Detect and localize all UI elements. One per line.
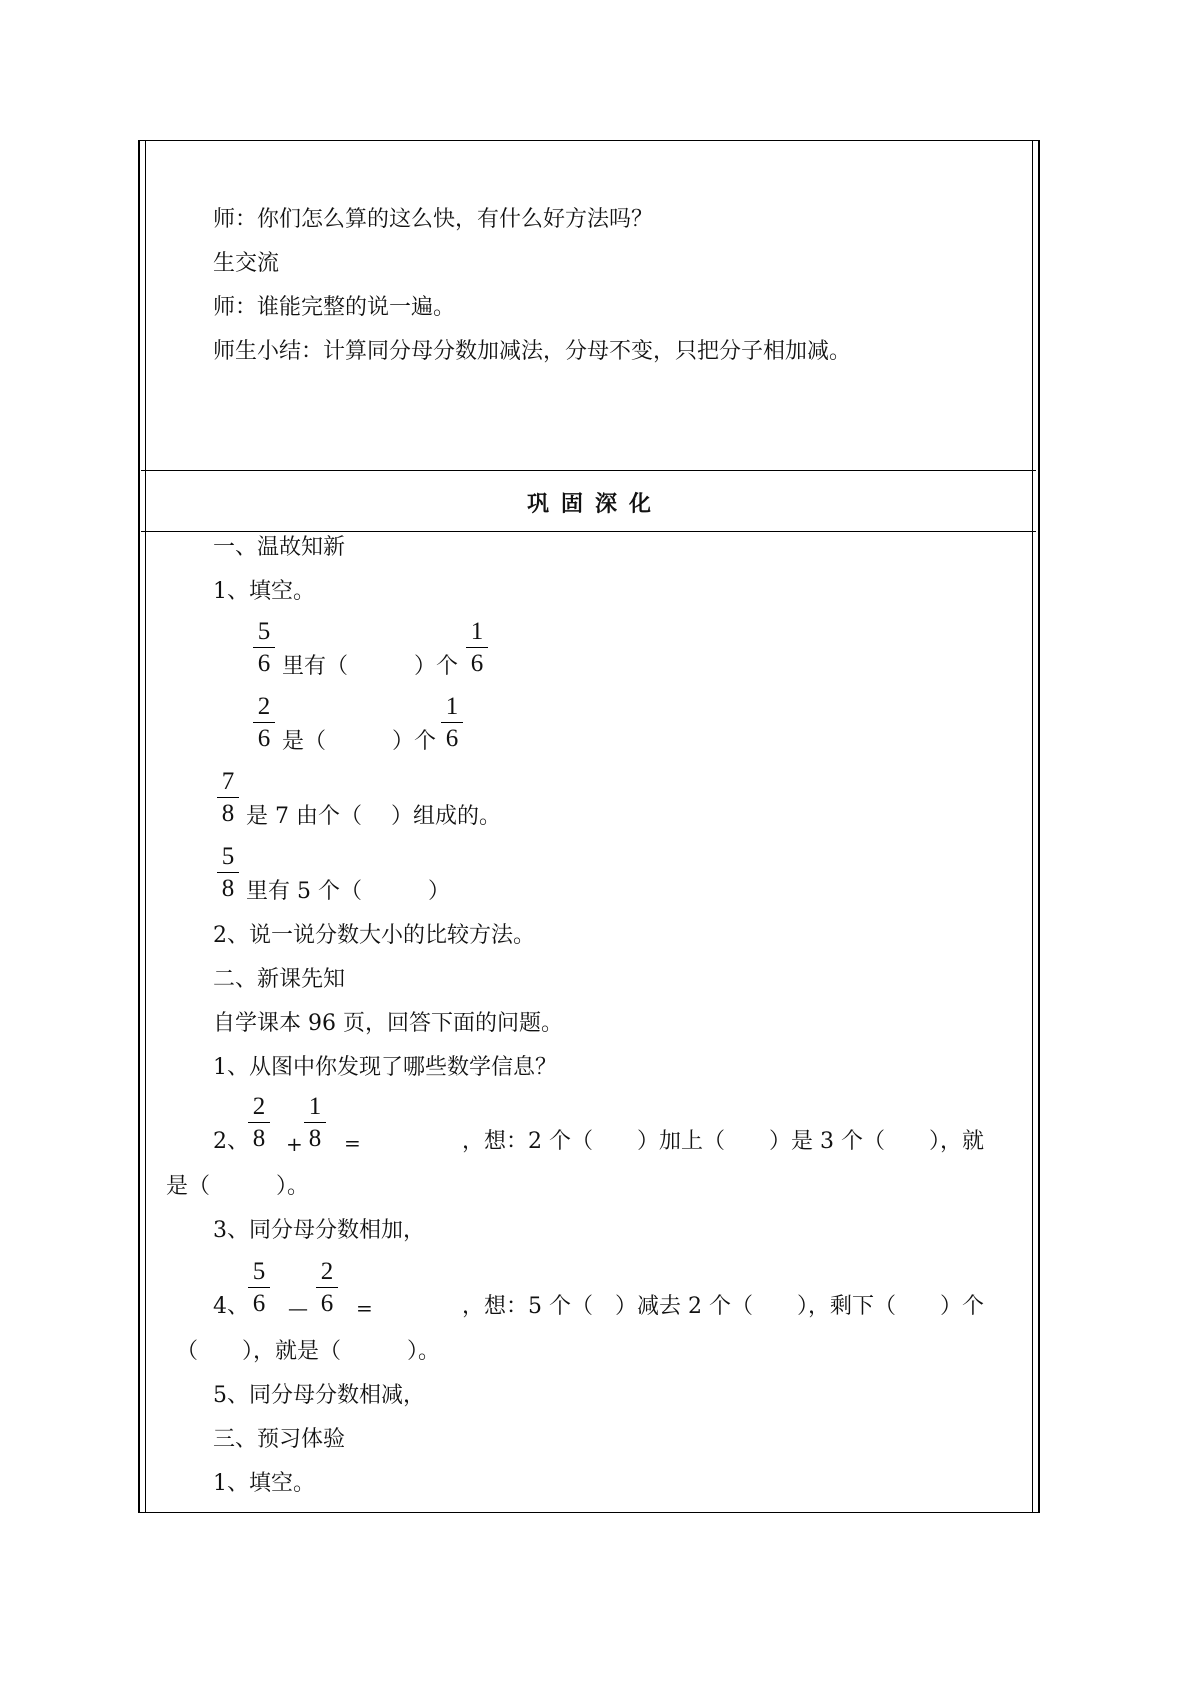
subsection-title: 三、预习体验 — [213, 1427, 346, 1452]
question-line: 5、同分母分数相减， — [213, 1383, 425, 1408]
question-line: 1、填空。 — [213, 579, 315, 604]
question-line: 2、说一说分数大小的比较方法。 — [213, 923, 535, 948]
table-right-border — [1032, 140, 1040, 1513]
fill-blank-text: 里有 5 个（ ） — [246, 879, 450, 904]
question-number: 4、 — [213, 1294, 249, 1319]
plus-sign: + — [286, 1132, 303, 1156]
fill-blank-text: （ ），就是（ ）。 — [176, 1339, 441, 1364]
fill-blank-text: 是 7 由个（ ）组成的。 — [246, 804, 501, 829]
row-divider — [141, 470, 1036, 471]
fill-blank-text: 是（ ）。 — [166, 1174, 310, 1199]
dialogue-line: 师：你们怎么算的这么快，有什么好方法吗？ — [213, 207, 654, 232]
minus-sign: — — [288, 1296, 308, 1320]
question-number: 2、 — [213, 1129, 249, 1154]
table-left-border — [138, 140, 146, 1513]
question-line: 1、从图中你发现了哪些数学信息？ — [213, 1055, 557, 1080]
fraction: 1 6 — [465, 619, 489, 677]
section-heading: 巩固深化 — [527, 492, 664, 517]
equals-sign: = — [356, 1296, 373, 1320]
equals-sign: = — [344, 1131, 361, 1155]
fill-blank-text: 里有（ ）个 — [282, 654, 459, 679]
dialogue-line: 生交流 — [213, 251, 280, 276]
fraction: 7 8 — [216, 769, 240, 827]
fill-blank-text: ，想：5 个（ ）减去 2 个（ ），剩下（ ）个 — [462, 1294, 984, 1319]
fill-blank-text: ，想：2 个（ ）加上（ ）是 3 个（ ），就 — [462, 1129, 984, 1154]
fraction: 5 6 — [252, 619, 276, 677]
row-divider — [141, 531, 1036, 532]
fraction: 2 8 — [247, 1094, 271, 1152]
fraction: 1 6 — [440, 694, 464, 752]
question-line: 3、同分母分数相加， — [213, 1218, 425, 1243]
fraction: 5 8 — [216, 844, 240, 902]
fraction: 5 6 — [247, 1259, 271, 1317]
question-line: 1、填空。 — [213, 1471, 315, 1496]
question-line: 自学课本 96 页，回答下面的问题。 — [213, 1011, 563, 1036]
subsection-title: 一、温故知新 — [213, 535, 346, 560]
dialogue-line: 师：谁能完整的说一遍。 — [213, 295, 456, 320]
fraction: 1 8 — [303, 1094, 327, 1152]
dialogue-line: 师生小结：计算同分母分数加减法，分母不变，只把分子相加减。 — [213, 339, 852, 364]
fill-blank-text: 是（ ）个 — [282, 729, 437, 754]
fraction: 2 6 — [252, 694, 276, 752]
fraction: 2 6 — [315, 1259, 339, 1317]
subsection-title: 二、新课先知 — [213, 967, 346, 992]
